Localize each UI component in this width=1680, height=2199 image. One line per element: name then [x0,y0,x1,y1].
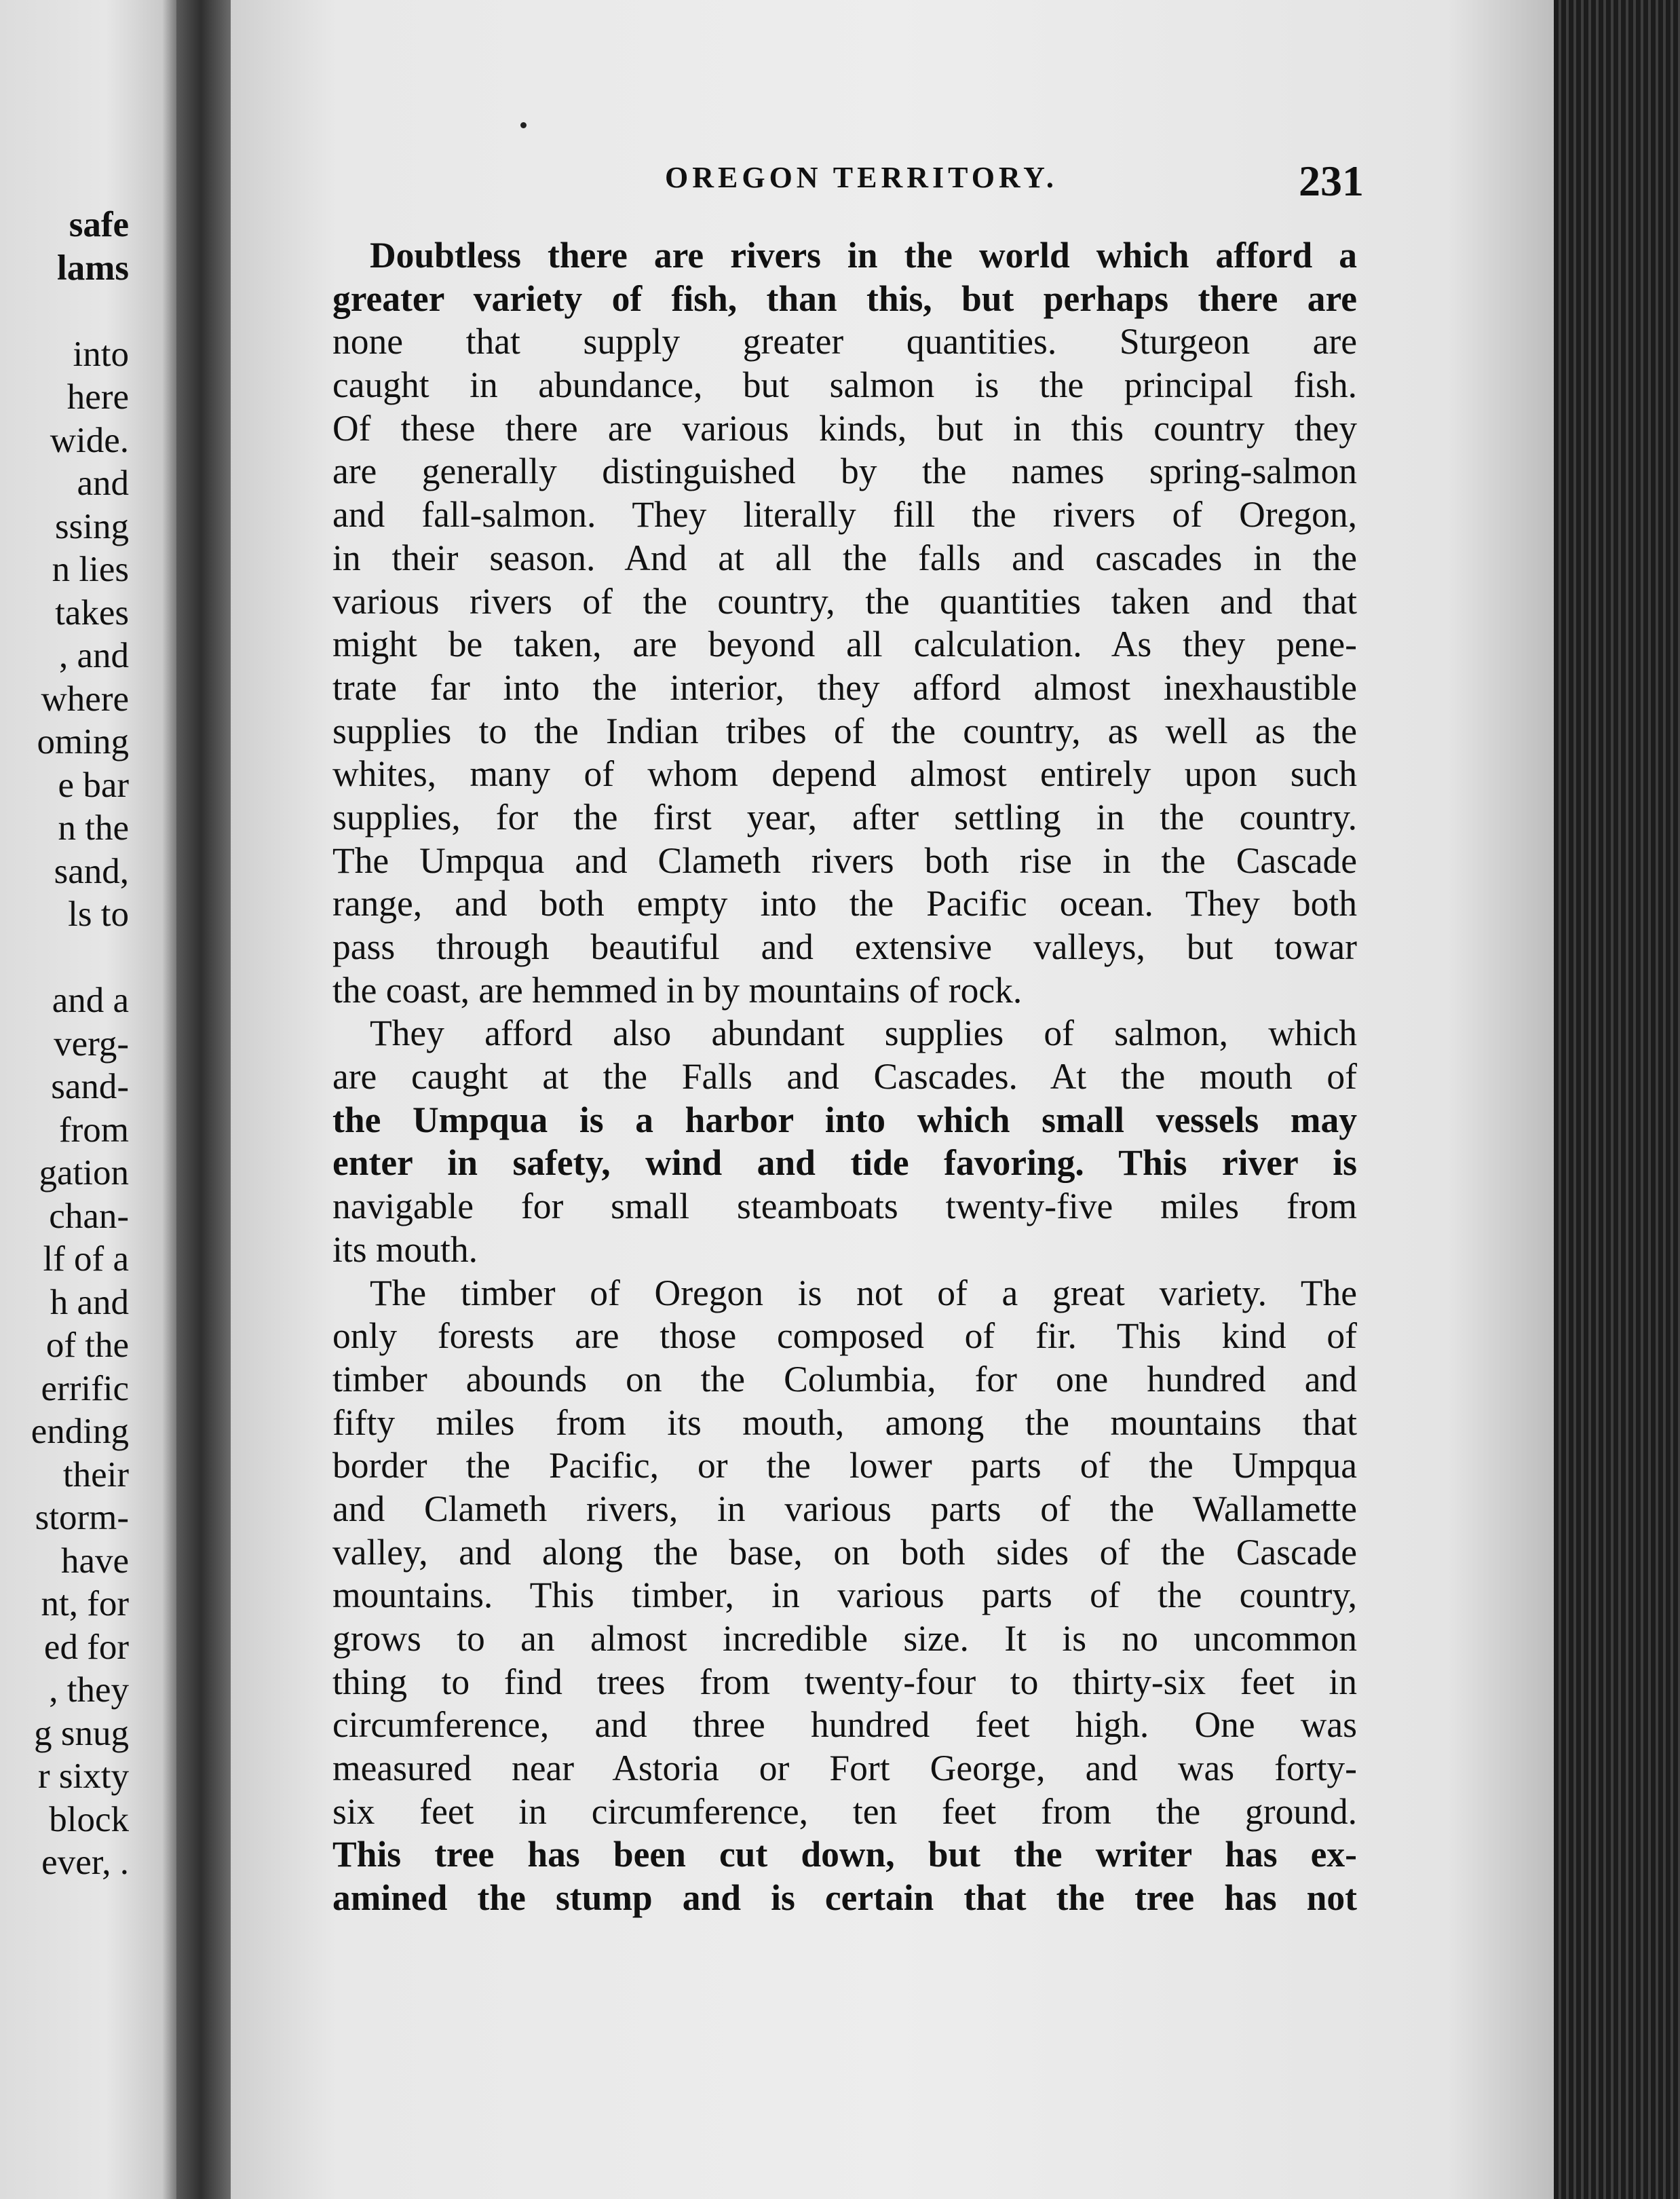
facing-page-fragment: ssing [55,506,129,546]
facing-page-left [0,0,176,2199]
facing-page-fragment: sand- [51,1067,129,1106]
text-line: range, and both empty into the Pacific ocean. They both [332,883,1357,924]
facing-page-fragment: of the [45,1326,129,1365]
facing-page-fragment: g snug [34,1713,129,1753]
facing-page-fragment: from [58,1110,129,1150]
text-line: fifty miles from its mouth, among the mountains that [332,1402,1357,1443]
text-line: thing to find trees from twenty-four to thirty-six feet in [332,1661,1357,1702]
text-line: the Umpqua is a harbor into which small vessels may [332,1099,1357,1140]
facing-page-fragment: have [60,1541,129,1581]
facing-page-fragment: sand, [54,851,129,891]
text-line: valley, and along the base, on both sides of the Cascade [332,1531,1357,1573]
text-line: This tree has been cut down, but the writer has ex- [332,1834,1357,1875]
text-line: might be taken, are beyond all calculation. As they pene- [332,624,1357,665]
text-line: They afford also abundant supplies of salmon, which [370,1013,1357,1054]
text-line: pass through beautiful and extensive valleys, but towar [332,926,1357,967]
page-number: 231 [1299,157,1364,205]
text-line: amined the stump and is certain that the tree has not [332,1877,1357,1919]
facing-page-fragment: where [41,679,129,719]
text-line: and Clameth rivers, in various parts of the Wallamette [332,1488,1357,1529]
text-line: only forests are those composed of fir. This kind of [332,1315,1357,1357]
book-gutter [176,0,231,2199]
text-line: are caught at the Falls and Cascades. At the mouth of [332,1056,1357,1097]
page-edge-stack [1554,0,1680,2199]
text-line: navigable for small steamboats twenty-five miles from [332,1186,1357,1227]
text-line: in their season. And at all the falls and cascades in the [332,537,1357,578]
facing-page-fragment: into [73,334,129,374]
facing-page-fragment: ending [31,1412,129,1451]
facing-page-fragment: oming [37,722,129,762]
facing-page-fragment [0,290,129,333]
text-line: greater variety of fish, than this, but perhaps there are [332,278,1357,319]
text-line: circumference, and three hundred feet high. One was [332,1704,1357,1746]
facing-page-fragment: nt, for [41,1584,129,1623]
text-line: border the Pacific, or the lower parts of the Umpqua [332,1445,1357,1486]
text-line: mountains. This timber, in various parts of the country, [332,1575,1357,1616]
facing-page-fragment: and a [52,981,129,1020]
facing-page-fragment: gation [39,1153,129,1192]
facing-page-fragment: n the [58,808,129,848]
text-line: timber abounds on the Columbia, for one hundred and [332,1358,1357,1399]
text-line: Doubtless there are rivers in the world which afford a [370,235,1357,276]
text-line: whites, many of whom depend almost entirely upon such [332,753,1357,795]
facing-page-fragment: wide. [50,420,129,460]
text-line: six feet in circumference, ten feet from the ground. [332,1790,1357,1832]
facing-page-fragment: ever, . [41,1843,129,1882]
text-line: trate far into the interior, they afford almost inexhaustible [332,666,1357,708]
facing-page-fragment: and [77,464,129,503]
running-title: OREGON TERRITORY. [665,161,1058,194]
text-line: supplies to the Indian tribes of the country, as well as the [332,710,1357,751]
facing-page-fragment: chan- [49,1196,129,1236]
text-line: its mouth. [332,1228,478,1270]
facing-page-fragment: ls to [68,895,129,934]
body-text [332,234,1357,1920]
facing-page-fragment: lf of a [43,1239,129,1279]
facing-page-fragment: storm- [35,1498,129,1537]
text-line: various rivers of the country, the quantities taken and that [332,580,1357,622]
text-line: measured near Astoria or Fort George, and was forty- [332,1748,1357,1789]
text-line: the coast, are hemmed in by mountains of rock. [332,969,1023,1011]
facing-page-fragment: n lies [52,550,129,589]
facing-page-fragment: ed for [43,1627,129,1667]
text-line: caught in abundance, but salmon is the principal fish. [332,364,1357,406]
facing-page-fragment: verg- [54,1023,129,1064]
facing-page-fragment: h and [50,1282,129,1322]
facing-page-fragment: block [49,1799,129,1839]
facing-page-fragment: errific [41,1368,129,1408]
facing-page-fragment: lams [57,248,129,288]
running-head [665,156,1364,210]
facing-page-fragment [0,937,129,980]
text-line: grows to an almost incredible size. It is no uncommon [332,1618,1357,1659]
text-line: The timber of Oregon is not of a great variety. The [370,1272,1357,1313]
facing-page-fragment: their [62,1454,129,1495]
ink-speck [520,122,527,128]
facing-page-fragment: safe [69,205,129,244]
text-line: supplies, for the first year, after settling in the country. [332,796,1357,838]
facing-page-text-fragments [0,204,129,1885]
text-line: none that supply greater quantities. Sturgeon are [332,321,1357,362]
text-line: Of these there are various kinds, but in this country they [332,407,1357,449]
text-line: The Umpqua and Clameth rivers both rise in the Cascade [332,840,1357,881]
facing-page-fragment: , they [49,1670,129,1710]
facing-page-fragment: , and [58,636,129,675]
facing-page-fragment: r sixty [38,1756,129,1796]
text-line: enter in safety, wind and tide favoring. This river is [332,1142,1357,1184]
text-line: and fall-salmon. They literally fill the rivers of Oregon, [332,494,1357,535]
facing-page-fragment: takes [55,593,129,633]
facing-page-fragment: here [66,377,129,417]
text-line: are generally distinguished by the names spring-salmon [332,451,1357,492]
facing-page-fragment: e bar [58,765,129,805]
